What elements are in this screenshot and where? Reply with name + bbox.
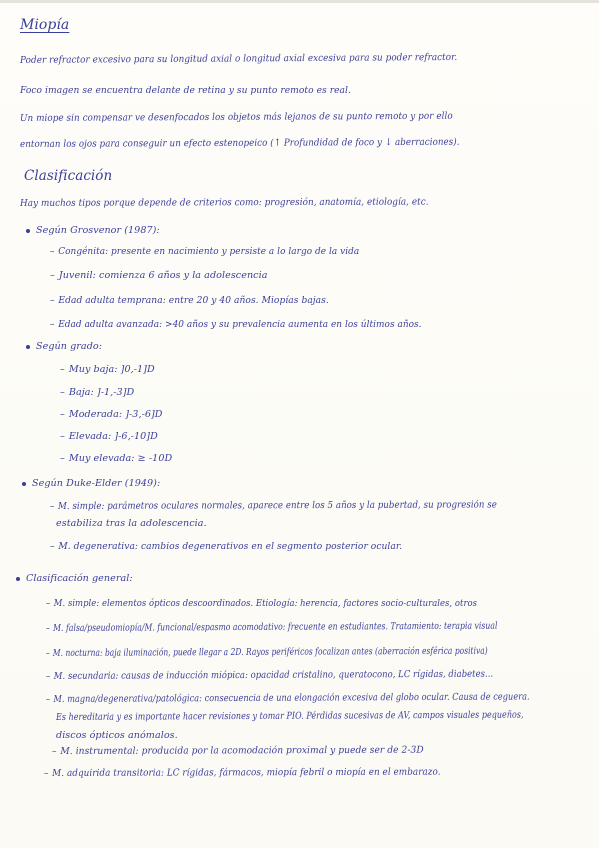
group-title-text: Según Duke-Elder (1949):: [32, 478, 161, 489]
group-title-text: Clasificación general:: [26, 573, 133, 584]
intro-line-1: Poder refractor excesivo para su longitud axial o longitud axial excesiva para su poder refractor.: [19, 51, 458, 66]
dash-icon: –: [43, 767, 49, 779]
list-item: – Edad adulta temprana: entre 20 y 40 años. Miopías bajas.: [50, 295, 329, 306]
bullet-icon: [26, 345, 30, 349]
bullet-icon: [16, 577, 20, 581]
section-heading: Clasificación: [24, 168, 113, 184]
list-item: – M. nocturna: baja iluminación, puede llegar a 2D. Rayos periféricos focalizan antes (aberración esférica positiva): [45, 645, 488, 659]
list-item: – Congénita: presente en nacimiento y persiste a lo largo de la vida: [50, 246, 360, 257]
dash-icon: –: [50, 319, 55, 330]
dash-icon: –: [51, 745, 57, 757]
list-item: – M. secundaria: causas de inducción miópica: opacidad cristalino, queratocono, LC rígidas, diabetes...: [45, 668, 494, 682]
dash-icon: –: [60, 387, 65, 398]
list-item: – Moderada: ]-3,-6]D: [60, 409, 163, 420]
dash-icon: –: [50, 270, 55, 281]
group-title-duke-elder: [22, 477, 160, 490]
list-item-continuation: discos ópticos anómalos.: [56, 730, 178, 741]
dash-icon: –: [60, 364, 65, 375]
group-title-grosvenor: [26, 224, 160, 237]
intro-line-2: Foco imagen se encuentra delante de retina y su punto remoto es real.: [20, 85, 351, 96]
dash-icon: –: [46, 598, 51, 609]
dash-icon: –: [50, 295, 55, 306]
list-item: – M. instrumental: producida por la acomodación proximal y puede ser de 2-3D: [51, 744, 424, 757]
list-item: – M. simple: elementos ópticos descoordinados. Etiología: herencia, factores socio-culturales, otros: [46, 598, 478, 609]
group-title-general: [16, 572, 133, 585]
page-title: Miopía: [20, 17, 70, 33]
group-title-grado: [26, 340, 102, 353]
list-item: – M. magna/degenerativa/patológica: consecuencia de una elongación excesiva del globo ocular. Causa de ceguera.: [45, 691, 530, 705]
dash-icon: –: [60, 431, 65, 442]
list-item: – M. degenerativa: cambios degenerativos en el segmento posterior ocular.: [50, 541, 403, 552]
list-item: – Elevada: ]-6,-10]D: [60, 431, 158, 442]
intro-line-4: entornan los ojos para conseguir un efecto estenopeico (↑ Profundidad de foco y ↓ aberraciones).: [19, 136, 460, 150]
dash-icon: –: [50, 541, 55, 552]
dash-icon: –: [45, 693, 51, 705]
list-item: – M. adquirida transitoria: LC rígidas, fármacos, miopía febril o miopía en el embarazo.: [43, 766, 441, 779]
list-item: – Juvenil: comienza 6 años y la adolescencia: [50, 270, 268, 281]
list-item: – M. simple: parámetros oculares normales, aparece entre los 5 años y la pubertad, su progresión se: [49, 499, 497, 512]
group-title-text: Según grado:: [36, 341, 102, 352]
list-item: – Baja: ]-1,-3]D: [60, 387, 135, 398]
intro-line-3: Un miope sin compensar ve desenfocados los objetos más lejanos de su punto remoto y por ello: [19, 110, 453, 124]
group-title-text: Según Grosvenor (1987):: [36, 225, 160, 236]
dash-icon: –: [45, 622, 50, 634]
dash-icon: –: [49, 500, 55, 512]
bullet-icon: [22, 482, 26, 486]
dash-icon: –: [50, 246, 55, 257]
dash-icon: –: [45, 647, 50, 659]
list-item: – Muy elevada: ≥ -10D: [60, 453, 173, 464]
list-item-continuation: Es hereditaria y es importante hacer revisiones y tomar PIO. Pérdidas sucesivas de AV, campos visuales pequeños,: [55, 709, 524, 723]
page-edge: [0, 0, 599, 3]
classification-intro: Hay muchos tipos porque depende de criterios como: progresión, anatomía, etiología, etc.: [19, 196, 429, 209]
list-item-continuation: estabiliza tras la adolescencia.: [56, 518, 207, 529]
dash-icon: –: [60, 453, 65, 464]
list-item: – M. falsa/pseudomiopía/M. funcional/espasmo acomodativo: frecuente en estudiantes. Tratamiento: terapia visual: [45, 620, 498, 634]
dash-icon: –: [60, 409, 65, 420]
dash-icon: –: [45, 670, 51, 682]
list-item: – Muy baja: ]0,-1]D: [60, 364, 155, 375]
bullet-icon: [26, 229, 30, 233]
list-item: – Edad adulta avanzada: >40 años y su prevalencia aumenta en los últimos años.: [50, 319, 422, 330]
